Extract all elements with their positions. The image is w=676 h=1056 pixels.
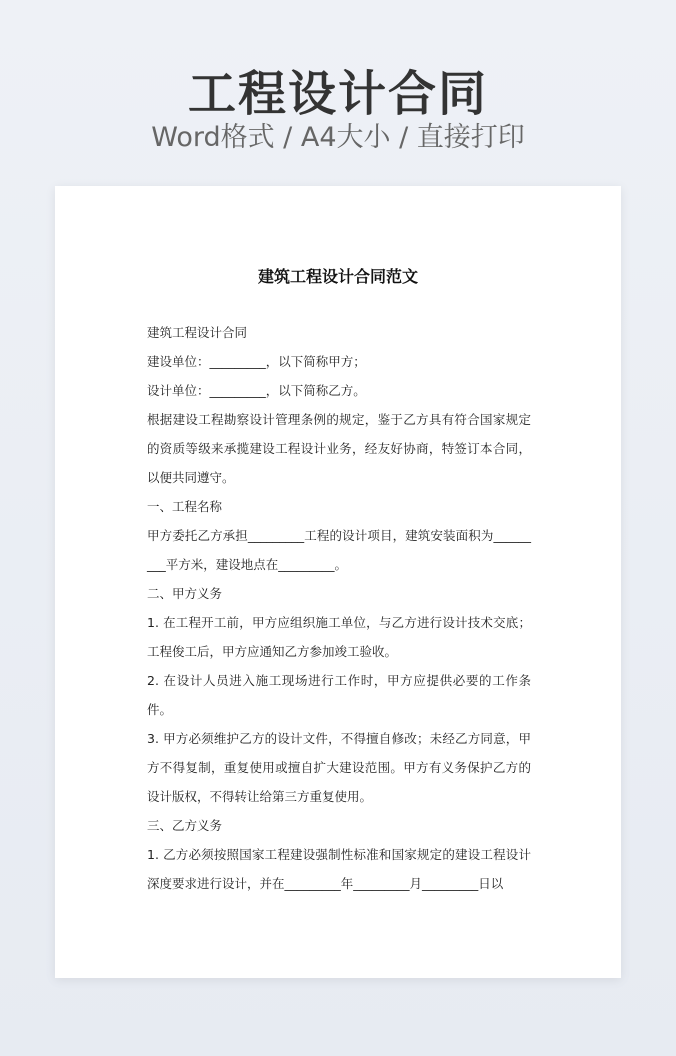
document-body <box>147 318 531 898</box>
paragraph-a-duty-2: 2. 在设计人员进入施工现场进行工作时，甲方应提供必要的工作条件。 <box>147 673 531 717</box>
paragraph-b-duty-1: 1. 乙方必须按照国家工程建设强制性标准和国家规定的建设工程设计深度要求进行设计，并在_________年_________月_________日以 <box>147 847 531 891</box>
paragraph-preamble: 根据建设工程勘察设计管理条例的规定，鉴于乙方具有符合国家规定的资质等级来承揽建设工程设计业务，经友好协商，特签订本合同，以便共同遵守。 <box>147 412 531 485</box>
paragraph-party-a: 建设单位：_________，以下简称甲方； <box>147 354 366 369</box>
paragraph-a-duty-3: 3. 甲方必须维护乙方的设计文件，不得擅自修改；未经乙方同意，甲方不得复制，重复使用或擅自扩大建设范围。甲方有义务保护乙方的设计版权，不得转让给第三方重复使用。 <box>147 731 531 804</box>
section-heading-1: 一、工程名称 <box>147 499 223 514</box>
paragraph-project-name: 甲方委托乙方承担_________工程的设计项目，建筑安装面积为_________平方米，建设地点在_________。 <box>147 528 531 572</box>
paragraph-heading: 建筑工程设计合同 <box>147 325 248 340</box>
banner-subtitle: Word格式 / A4大小 / 直接打印 <box>151 122 525 153</box>
document-page <box>55 186 621 978</box>
section-heading-3: 三、乙方义务 <box>147 818 223 833</box>
paragraph-a-duty-1: 1. 在工程开工前，甲方应组织施工单位，与乙方进行设计技术交底；工程俊工后，甲方应通知乙方参加竣工验收。 <box>147 615 531 659</box>
document-title: 建筑工程设计合同范文 <box>257 267 418 286</box>
banner-title: 工程设计合同 <box>187 66 488 122</box>
paragraph-party-b: 设计单位：_________，以下简称乙方。 <box>147 383 366 398</box>
section-heading-2: 二、甲方义务 <box>147 586 223 601</box>
